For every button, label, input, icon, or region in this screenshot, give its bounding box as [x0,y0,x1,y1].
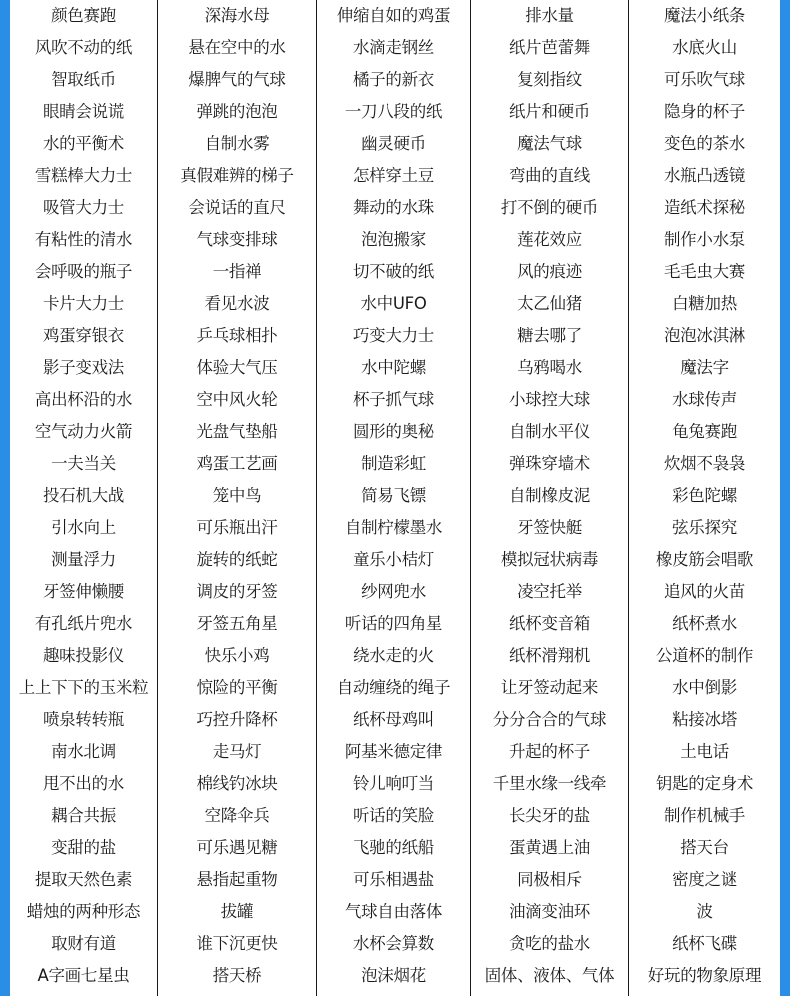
experiment-title: 弹珠穿墙术 [508,454,590,473]
experiment-title: 旋转的纸蛇 [196,550,278,569]
experiment-title: 雪糕棒大力士 [34,166,133,185]
experiment-title: 复刻指纹 [517,70,582,89]
experiment-title: 圆形的奥秘 [352,422,434,441]
experiment-title: 同极相斥 [517,870,582,889]
experiment-title: 看见水波 [204,294,270,313]
experiment-title: 风吹不动的纸 [34,38,133,57]
experiment-title: 卡片大力士 [42,294,124,313]
experiment-title: 弦乐探究 [672,518,737,537]
experiment-title: 莲花效应 [517,230,582,249]
experiment-title: 绕水走的火 [352,646,434,665]
experiment-title: 魔法气球 [517,134,582,153]
experiment-title: 飞驰的纸船 [352,838,434,857]
experiment-title: 橡皮筋会唱歌 [655,550,754,569]
experiment-title: 水的平衡术 [42,134,124,153]
experiment-title: 纸杯滑翔机 [508,646,590,665]
experiment-title: 纸杯煮水 [672,614,737,633]
column-list [471,0,628,992]
experiment-title: 搭天台 [680,838,729,857]
experiment-title: 乌鸦喝水 [517,358,582,377]
experiment-title: 鸡蛋穿银衣 [42,326,124,345]
experiment-title: 舞动的水珠 [352,198,434,217]
experiment-title: 切不破的纸 [352,262,434,281]
column-3 [317,0,471,996]
experiment-title: 上上下下的玉米粒 [18,678,149,697]
experiment-title: 可乐遇见糖 [196,838,278,857]
experiment-title: 水中UFO [360,294,427,313]
experiment-title: 影子变戏法 [42,358,124,377]
experiment-title: 泡泡搬家 [361,230,426,249]
experiment-title: 深海水母 [204,6,270,25]
experiment-title: 南水北调 [51,742,116,761]
experiment-title: 会呼吸的瓶子 [34,262,133,281]
experiment-title: 水中倒影 [672,678,737,697]
experiment-title: 喷泉转转瓶 [42,710,124,729]
column-list [10,0,157,992]
experiment-title: 牙签五角星 [196,614,278,633]
experiment-title: 隐身的杯子 [663,102,745,121]
experiment-title: 测量浮力 [51,550,116,569]
experiment-title: 提取天然色素 [34,870,133,889]
experiment-title: 毛毛虫大赛 [663,262,745,281]
experiment-title: 听话的四角星 [344,614,443,633]
experiment-title: 魔法小纸条 [663,6,745,25]
experiment-title: 幽灵硬币 [361,134,426,153]
experiment-title: 小球控大球 [508,390,590,409]
experiment-title: 橘子的新衣 [352,70,434,89]
experiment-title: 好玩的物象原理 [647,966,762,985]
experiment-title: 气球变排球 [196,230,278,249]
experiment-title: 波 [696,902,713,921]
experiment-title: 可乐瓶出汗 [196,518,278,537]
experiment-title: 泡泡冰淇淋 [663,326,745,345]
experiment-title: 有孔纸片兜水 [34,614,133,633]
experiment-title: 搭天桥 [212,966,262,985]
experiment-title: 水球传声 [672,390,737,409]
experiment-title: 阿基米德定律 [344,742,443,761]
column-list [317,0,470,992]
experiment-title: 排水量 [525,6,574,25]
experiment-title: 甩不出的水 [42,774,124,793]
experiment-title: 纸片芭蕾舞 [508,38,590,57]
column-1 [10,0,158,996]
experiment-title: 悬指起重物 [196,870,278,889]
experiment-title: 走马灯 [212,742,262,761]
experiment-title: 水瓶凸透镜 [663,166,745,185]
experiment-title: 贪吃的盐水 [508,934,590,953]
experiment-title: 悬在空中的水 [188,38,286,57]
experiment-title: 体验大气压 [196,358,278,377]
experiment-title: 有粘性的清水 [34,230,133,249]
experiment-title: 让牙签动起来 [500,678,599,697]
experiment-title: 糖去哪了 [517,326,582,345]
experiment-title: 快乐小鸡 [204,646,270,665]
experiment-title: 一指禅 [212,262,262,281]
experiment-title: 空降伞兵 [204,806,270,825]
experiment-title: 引水向上 [51,518,116,537]
experiment-title: 泡沫烟花 [361,966,426,985]
experiment-title: 密度之谜 [672,870,737,889]
column-4 [471,0,629,996]
experiment-title: 调皮的牙签 [196,582,278,601]
experiment-title: 制造彩虹 [361,454,426,473]
experiment-title: 棉线钓冰块 [196,774,278,793]
experiment-title: 千里水缘一线牵 [492,774,607,793]
experiment-title: 眼睛会说谎 [42,102,124,121]
experiment-title: 纸杯母鸡叫 [352,710,434,729]
experiment-title: 长尖牙的盐 [508,806,590,825]
experiment-title: 会说话的直尺 [188,198,286,217]
experiment-title: 变甜的盐 [51,838,116,857]
column-5 [629,0,780,996]
experiment-title: 高出杯沿的水 [34,390,133,409]
experiment-title: 风的痕迹 [517,262,582,281]
experiment-title: 分分合合的气球 [492,710,607,729]
experiment-title: 惊险的平衡 [196,678,278,697]
experiment-title: 拔罐 [220,902,254,921]
experiment-title: 水中陀螺 [361,358,426,377]
experiment-title: 真假难辨的梯子 [180,166,294,185]
experiment-title: 弹跳的泡泡 [196,102,278,121]
experiment-title: 炊烟不袅袅 [663,454,745,473]
experiment-title: 彩色陀螺 [672,486,737,505]
experiment-title: 空气动力火箭 [34,422,133,441]
experiment-title: 一夫当关 [51,454,116,473]
experiment-title: 蛋黄遇上油 [508,838,590,857]
experiment-title: 巧变大力士 [352,326,434,345]
experiment-title: 弯曲的直线 [508,166,590,185]
experiment-title: 制作机械手 [663,806,745,825]
experiment-list-sheet [10,0,780,996]
experiment-title: 投石机大战 [42,486,124,505]
experiment-title: 模拟冠状病毒 [500,550,599,569]
experiment-title: 自动缠绕的绳子 [336,678,451,697]
experiment-title: 童乐小桔灯 [352,550,434,569]
experiment-title: 取财有道 [51,934,116,953]
experiment-title: 水滴走钢丝 [352,38,434,57]
experiment-title: 简易飞镖 [361,486,426,505]
experiment-grid [10,0,780,996]
experiment-title: 伸缩自如的鸡蛋 [336,6,451,25]
experiment-title: 自制水雾 [204,134,270,153]
experiment-title: A字画七星虫 [37,966,130,985]
experiment-title: 升起的杯子 [508,742,590,761]
experiment-title: 光盘气垫船 [196,422,278,441]
experiment-title: 可乐相遇盐 [352,870,434,889]
experiment-title: 造纸术探秘 [663,198,745,217]
experiment-title: 蜡烛的两种形态 [26,902,141,921]
experiment-title: 乒乓球相扑 [196,326,278,345]
experiment-title: 纱网兜水 [361,582,426,601]
experiment-title: 纸片和硬币 [508,102,590,121]
experiment-title: 铃儿响叮当 [352,774,434,793]
experiment-title: 听话的笑脸 [352,806,434,825]
experiment-title: 怎样穿土豆 [352,166,434,185]
experiment-title: 一刀八段的纸 [344,102,443,121]
experiment-title: 水底火山 [672,38,737,57]
experiment-title: 魔法字 [680,358,729,377]
experiment-title: 龟兔赛跑 [672,422,737,441]
experiment-title: 巧控升降杯 [196,710,278,729]
experiment-title: 牙签快艇 [517,518,582,537]
experiment-title: 凌空托举 [517,582,582,601]
experiment-title: 制作小水泵 [663,230,745,249]
experiment-title: 气球自由落体 [344,902,443,921]
experiment-title: 公道杯的制作 [655,646,754,665]
experiment-title: 自制柠檬墨水 [344,518,443,537]
experiment-title: 颜色赛跑 [51,6,116,25]
experiment-title: 趣味投影仪 [42,646,124,665]
experiment-title: 智取纸币 [51,70,116,89]
experiment-title: 吸管大力士 [42,198,124,217]
column-2 [158,0,317,996]
experiment-title: 牙签伸懒腰 [42,582,124,601]
experiment-title: 打不倒的硬币 [500,198,599,217]
experiment-title: 空中风火轮 [196,390,278,409]
column-list [158,0,316,992]
experiment-title: 变色的茶水 [663,134,745,153]
experiment-title: 土电话 [680,742,729,761]
experiment-title: 太乙仙猪 [517,294,582,313]
experiment-title: 自制水平仪 [508,422,590,441]
experiment-title: 爆脾气的气球 [188,70,286,89]
experiment-title: 自制橡皮泥 [508,486,590,505]
experiment-title: 鸡蛋工艺画 [196,454,278,473]
experiment-title: 笼中鸟 [212,486,262,505]
experiment-title: 粘接冰塔 [672,710,737,729]
experiment-title: 钥匙的定身术 [655,774,754,793]
experiment-title: 水杯会算数 [352,934,434,953]
experiment-title: 杯子抓气球 [352,390,434,409]
experiment-title: 可乐吹气球 [663,70,745,89]
experiment-title: 谁下沉更快 [196,934,278,953]
experiment-title: 纸杯飞碟 [672,934,737,953]
experiment-title: 追风的火苗 [663,582,745,601]
column-list [629,0,780,992]
experiment-title: 耦合共振 [51,806,116,825]
experiment-title: 白糖加热 [672,294,737,313]
experiment-title: 油滴变油环 [508,902,590,921]
experiment-title: 固体、液体、气体 [484,966,615,985]
experiment-title: 纸杯变音箱 [508,614,590,633]
